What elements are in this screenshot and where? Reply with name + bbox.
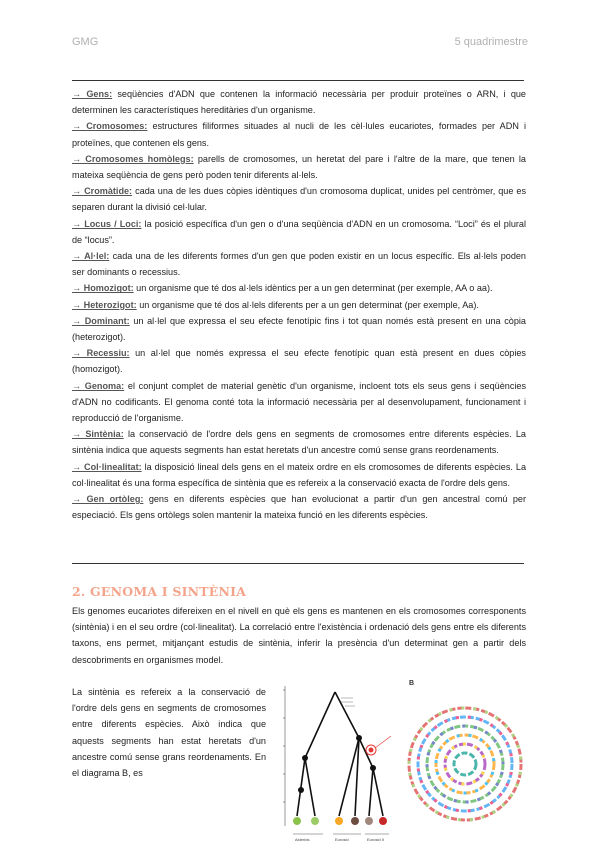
glossary-definition: la disposició lineal dels gens en el mateix ordre en els cromosomes de diferents espècies. La col·linealitat és una forma específica de sintènia que es refereix a la conservació exacta de l'ordre dels gens. [72,461,526,488]
glossary-definition: gens en diferents espècies que han evolucionat a partir d'un gen ancestral comú per especiació. Els gens ortòlegs solen mantenir la mateixa funció en les diferents espècies. [72,494,526,521]
glossary-entry-gens [72,86,526,118]
phylogeny-tree-image [275,678,403,850]
glossary-term: → Genoma: [72,380,125,391]
section-side-text: La sintènia es refereix a la conservació de l'ordre dels gens en segments de cromosomes entre diferents espècies. Això indica que aquests segments han estat heretats d'un ancestre comú sense grans reordenaments. En el diagrama B, es [72,687,266,779]
section-heading: 2. GENOMA I SINTÈNIA [72,584,247,599]
tree-label-eurosid-ii: Eurosid II [367,837,384,842]
glossary-term: → Cromàtide: [72,186,133,197]
glossary-definition: cada una de les dues còpies idèntiques d'un cromosoma duplicat, unides pel centròmer, que es separen durant la divisió cel·lular. [72,186,526,213]
glossary-definition: parells de cromosomes, un heretat del pare i l'altre de la mare, que tenen la mateixa seqüència de gens però poden tenir diferents al·lels. [72,153,526,181]
glossary-term: → Al·lel: [72,251,110,262]
glossary-term: → Locus / Loci: [72,218,142,229]
tree-label-asterids: Asterids [295,837,310,842]
glossary-definition: la posició específica d'un gen o d'una seqüència d'ADN en un cromosoma. “Loci” és el plural de “locus”. [72,218,527,245]
glossary-term: → Heterozigot: [72,299,137,310]
glossary-term: → Sintènia: [72,429,124,440]
header-left: GMG [72,36,99,48]
glossary-entry-sintenia [72,426,526,458]
glossary-entry-collinealitat [72,459,526,491]
glossary-term: → Dominant: [72,315,130,326]
glossary-entry-locus [72,216,526,248]
glossary-term: → Cromosomes homòlegs: [72,153,194,164]
tree-label-eurosid: Eurosid [335,837,349,842]
glossary-entry-recessiu [72,345,526,377]
glossary-definition: cada una de les diferents formes d'un gen que poden existir en un locus específic. Els al·lels poden ser dominants o recessius. [72,251,526,278]
circular-synteny-diagram-image [403,678,527,850]
glossary-definition: un organisme que té dos al·lels idèntics per a un gen determinat (per exemple, AA o aa). [133,283,493,294]
glossary-entry-cromosomes [72,118,526,150]
glossary-definition: estructures filiformes situades al nucli de les cèl·lules eucariotes, formades per ADN i proteïnes, que contenen els gens. [72,121,527,148]
top-divider [72,80,524,81]
bottom-divider [72,563,524,564]
glossary-term: → Col·linealitat: [72,461,142,472]
glossary-definition: un al·lel que expressa el seu efecte fenotípic fins i tot quan només està present en una còpia (heterozigot). [72,315,526,343]
synteny-figure [275,678,527,850]
glossary [72,86,526,523]
glossary-entry-cromosomes-homolegs [72,151,526,183]
glossary-definition: la conservació de l'ordre dels gens en segments de cromosomes entre diferents espècies. La sintènia indica que aquests segments han estat heretats d'un ancestre comú sense grans reordenaments. [72,429,526,456]
glossary-term: → Homozigot: [72,283,134,294]
section-intro: Els genomes eucariotes difereixen en el nivell en què els gens es mantenen en els cromosomes corresponents (sintènia) i en el seu ordre (col·linealitat). La correlació entre l'existència i ordenació dels gens entre els diferents taxons, ens permet, mitjançant estudis de sintènia, inferir la presència d'un determinat gen a partir dels descobriments en organismes model. [72,606,526,665]
glossary-term: → Gens: [72,89,113,99]
glossary-term: → Cromosomes: [72,121,148,132]
glossary-definition: un al·lel que només expressa el seu efecte fenotípic quan està present en dues còpies (homozigot). [72,348,526,375]
glossary-entry-heterozigot [72,297,526,313]
glossary-definition: seqüències d'ADN que contenen la informació necessària per produir proteïnes o ARN, i que determinen les característiques hereditàries d'un organisme. [72,89,526,116]
glossary-entry-allel [72,248,526,280]
glossary-entry-cromatide [72,183,526,215]
glossary-term: → Recessiu: [72,348,130,359]
glossary-definition: el conjunt complet de material genètic d'un organisme, incloent tots els seus gens i seqüències d'ADN no codificants. El genoma conté tota la informació necessària per al desenvolupament, funcionament i reproducció de l'organisme. [72,380,526,424]
glossary-entry-homozigot [72,280,526,296]
panel-b-label: B [409,680,415,687]
glossary-entry-gen-ortoleg [72,491,526,523]
header-right: 5 quadrimestre [454,36,528,48]
glossary-term: → Gen ortòleg: [72,494,144,505]
glossary-entry-genoma [72,378,526,427]
glossary-definition: un organisme que té dos al·lels diferents per a un gen determinat (per exemple, Aa). [136,299,479,310]
glossary-entry-dominant [72,313,526,345]
